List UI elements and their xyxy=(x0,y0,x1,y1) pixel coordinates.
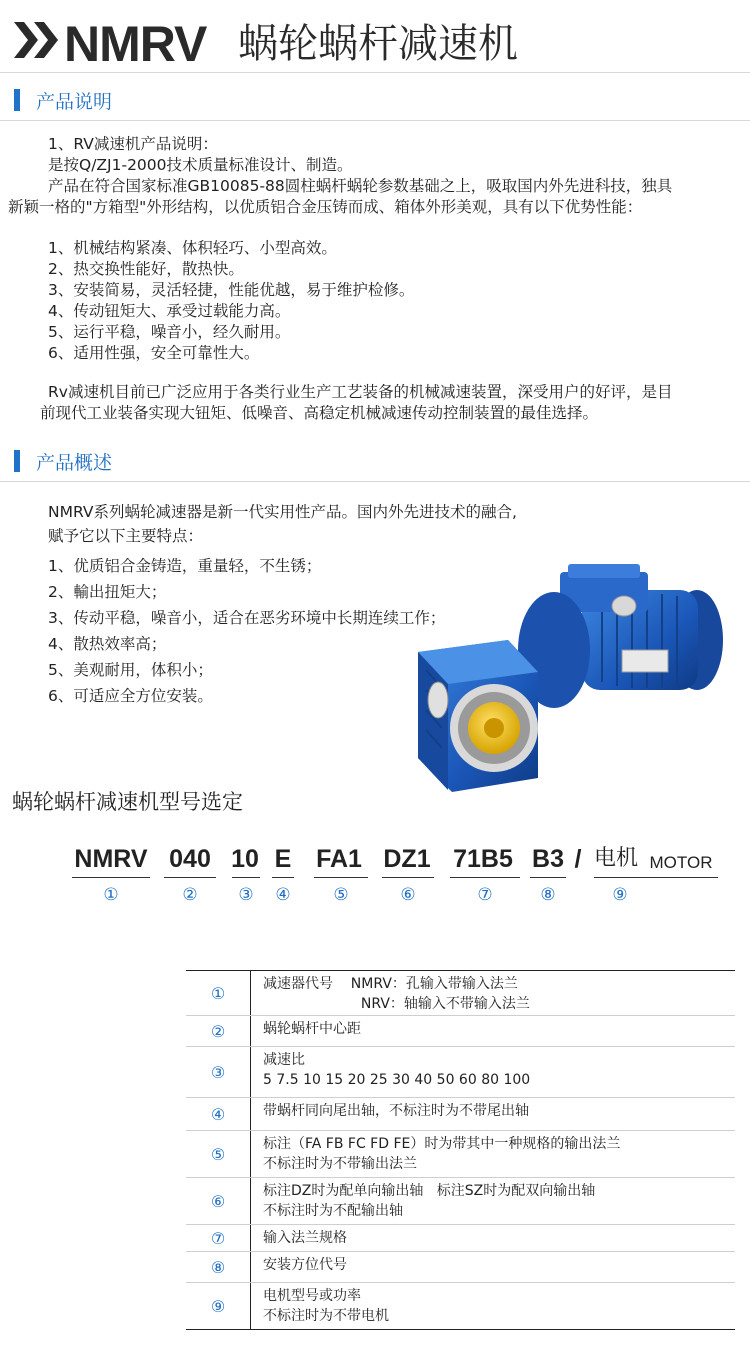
row-number: ⑥ xyxy=(186,1178,251,1224)
list-item: 3、安装简易，灵活轻捷，性能优越，易于维护检修。 xyxy=(48,281,415,299)
code-number: ④ xyxy=(275,885,291,905)
page-title: 蜗轮蜗杆减速机 xyxy=(238,21,518,67)
section-title: 产品概述 xyxy=(36,451,113,474)
row-text: 蜗轮蜗杆中心距 xyxy=(263,1021,361,1037)
code-output-shaft: DZ1 xyxy=(383,845,431,873)
selection-title: 蜗轮蜗杆减速机型号选定 xyxy=(12,790,243,814)
code-number: ⑥ xyxy=(400,885,416,905)
code-type: NMRV xyxy=(74,845,148,873)
row-description xyxy=(251,1225,735,1251)
list-item: 2、輸出扭矩大； xyxy=(48,583,167,601)
code-ratio: 10 xyxy=(231,845,259,873)
table-row xyxy=(186,1131,735,1178)
code-number: ⑨ xyxy=(612,885,628,905)
code-number: ⑦ xyxy=(477,885,493,905)
table-row xyxy=(186,1283,735,1329)
row-description xyxy=(251,1016,735,1046)
table-row xyxy=(186,1098,735,1131)
code-number: ② xyxy=(182,885,198,905)
list-item: 1、机械结构紧凑、体积轻巧、小型高效。 xyxy=(48,239,337,257)
row-number: ⑨ xyxy=(186,1283,251,1329)
row-text: 电机型号或功率 xyxy=(263,1288,361,1304)
chevron-logo-icon xyxy=(14,22,62,58)
row-text: 安装方位代号 xyxy=(263,1257,347,1273)
row-text: 5 7.5 10 15 20 25 30 40 50 60 80 100 xyxy=(263,1072,531,1088)
row-text: 标注DZ时为配单向输出轴 标注SZ时为配双向输出轴 xyxy=(263,1183,596,1199)
row-description xyxy=(251,1178,735,1224)
table-row xyxy=(186,1047,735,1098)
section-divider xyxy=(0,481,750,482)
overview-intro-line: 赋予它以下主要特点： xyxy=(48,527,204,545)
code-underline xyxy=(272,877,294,878)
closing-line: 前现代工业装备实现大钮矩、低噪音、高稳定机械减速传动控制装置的最佳选择。 xyxy=(40,404,599,422)
code-number: ⑤ xyxy=(333,885,349,905)
list-item: 6、适用性强，安全可靠性大。 xyxy=(48,344,260,362)
row-number: ② xyxy=(186,1016,251,1046)
description-line: 新颖一格的"方箱型"外形结构，以优质铝合金压铸而成、箱体外形美观，具有以下优势性能： xyxy=(8,198,643,216)
description-line: 产品在符合国家标准GB10085-88圆柱蜗杆蜗轮参数基础之上，吸取国内外先进科技，独具 xyxy=(48,177,673,195)
row-description xyxy=(251,1047,735,1097)
code-underline xyxy=(72,877,150,878)
model-code-table xyxy=(186,970,735,1330)
list-item: 1、优质铝合金铸造，重量轻，不生锈； xyxy=(48,557,322,575)
section-header-description xyxy=(14,88,112,112)
overview-intro xyxy=(48,500,517,548)
description-line: 是按Q/ZJ1-2000技术质量标准设计、制造。 xyxy=(48,156,353,174)
advantages-list xyxy=(48,238,414,364)
list-item: 5、运行平稳，噪音小，经久耐用。 xyxy=(48,323,291,341)
row-number: ⑦ xyxy=(186,1225,251,1251)
code-mounting-position: B3 xyxy=(532,845,564,873)
row-text: NRV：轴输入不带输入法兰 xyxy=(263,996,530,1012)
row-text: 带蜗杆同向尾出轴，不标注时为不带尾出轴 xyxy=(263,1103,529,1119)
row-description xyxy=(251,971,735,1015)
code-separator: / xyxy=(574,845,582,873)
table-row xyxy=(186,1016,735,1047)
section-header-overview xyxy=(14,449,112,473)
table-row xyxy=(186,1225,735,1252)
row-text: 标注（FA FB FC FD FE）时为带其中一种规格的输出法兰 xyxy=(263,1136,621,1152)
code-input-flange: 71B5 xyxy=(453,845,513,873)
table-row xyxy=(186,1178,735,1225)
row-description xyxy=(251,1098,735,1130)
code-motor-en: MOTOR xyxy=(649,853,713,872)
row-number: ④ xyxy=(186,1098,251,1130)
row-text: 减速比 xyxy=(263,1052,305,1068)
code-underline xyxy=(314,877,368,878)
row-number: ③ xyxy=(186,1047,251,1097)
row-text: 不标注时为不带电机 xyxy=(263,1308,389,1324)
code-underline xyxy=(450,877,520,878)
row-text: 减速器代号 NMRV：孔输入带输入法兰 xyxy=(263,976,518,992)
header-divider xyxy=(0,72,750,73)
code-underline xyxy=(164,877,216,878)
list-item: 5、美观耐用，体积小； xyxy=(48,661,213,679)
section-divider xyxy=(0,120,750,121)
closing-line: Rv减速机目前已广泛应用于各类行业生产工艺装备的机械减速装置，深受用户的好评，是目 xyxy=(48,383,673,401)
brand-name: NMRV xyxy=(64,16,207,72)
code-number: ③ xyxy=(238,885,254,905)
code-underline xyxy=(594,877,718,878)
closing-paragraph xyxy=(40,382,673,424)
code-motor-cn: 电机 xyxy=(593,846,638,871)
code-output-flange: FA1 xyxy=(316,845,362,873)
code-number: ⑧ xyxy=(540,885,556,905)
code-underline xyxy=(530,877,566,878)
table-row xyxy=(186,971,735,1016)
table-row xyxy=(186,1252,735,1283)
row-description xyxy=(251,1283,735,1329)
list-item: 4、散热效率高； xyxy=(48,635,167,653)
list-item: 2、热交换性能好，散热快。 xyxy=(48,260,244,278)
row-description xyxy=(251,1131,735,1177)
section-title: 产品说明 xyxy=(36,90,113,113)
list-item: 6、可适应全方位安装。 xyxy=(48,687,213,705)
row-number: ⑤ xyxy=(186,1131,251,1177)
section-marker xyxy=(14,89,20,111)
row-text: 不标注时为不带输出法兰 xyxy=(263,1156,417,1172)
code-tail-shaft: E xyxy=(274,845,292,873)
description-block xyxy=(8,134,673,218)
code-center-distance: 040 xyxy=(169,845,211,873)
description-line: 1、RV减速机产品说明： xyxy=(48,135,218,153)
code-number: ① xyxy=(103,885,119,905)
row-number: ⑧ xyxy=(186,1252,251,1282)
overview-intro-line: NMRV系列蜗轮减速器是新一代实用性产品。国内外先进技术的融合, xyxy=(48,503,517,521)
list-item: 4、传动钮矩大、承受过载能力高。 xyxy=(48,302,291,320)
row-text: 输入法兰规格 xyxy=(263,1230,347,1246)
worm-gear-motor-image xyxy=(412,560,738,798)
row-description xyxy=(251,1252,735,1282)
row-text: 不标注时为不配输出轴 xyxy=(263,1203,403,1219)
section-marker xyxy=(14,450,20,472)
list-item: 3、传动平稳，噪音小，适合在恶劣环境中长期连续工作； xyxy=(48,609,446,627)
row-number: ① xyxy=(186,971,251,1015)
code-underline xyxy=(232,877,260,878)
code-underline xyxy=(382,877,434,878)
